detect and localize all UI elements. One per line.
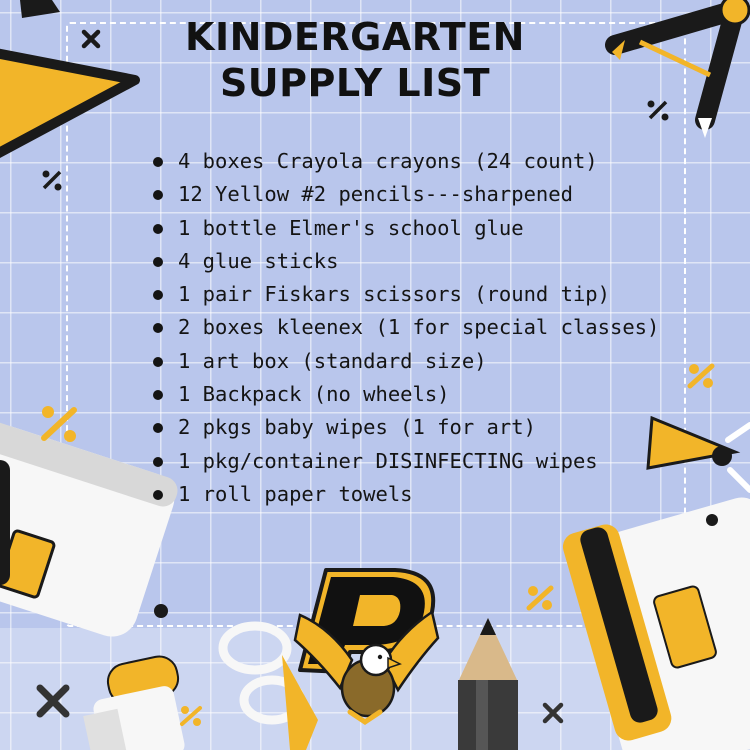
list-item: 12 Yellow #2 pencils---sharpened xyxy=(150,178,659,211)
list-item: 2 boxes kleenex (1 for special classes) xyxy=(150,311,659,344)
list-item: 1 bottle Elmer's school glue xyxy=(150,212,659,245)
dot-icon xyxy=(154,604,168,618)
folder-icon xyxy=(560,492,750,750)
list-item: 1 art box (standard size) xyxy=(150,345,659,378)
list-item: 1 pair Fiskars scissors (round tip) xyxy=(150,278,659,311)
dot-icon xyxy=(706,514,718,526)
school-logo xyxy=(295,570,438,722)
binder-clip-icon xyxy=(648,418,750,490)
list-item: 2 pkgs baby wipes (1 for art) xyxy=(150,411,659,444)
compass-icon xyxy=(612,0,749,138)
page-title: KINDERGARTEN SUPPLY LIST xyxy=(185,15,525,105)
list-item: 4 boxes Crayola crayons (24 count) xyxy=(150,145,659,178)
list-item: 4 glue sticks xyxy=(150,245,659,278)
list-item: 1 roll paper towels xyxy=(150,478,659,511)
list-item: 1 pkg/container DISINFECTING wipes xyxy=(150,445,659,478)
list-item: 1 Backpack (no wheels) xyxy=(150,378,659,411)
supply-list xyxy=(150,145,659,511)
pencil-icon xyxy=(458,618,518,750)
glue-stick-icon xyxy=(83,653,186,750)
